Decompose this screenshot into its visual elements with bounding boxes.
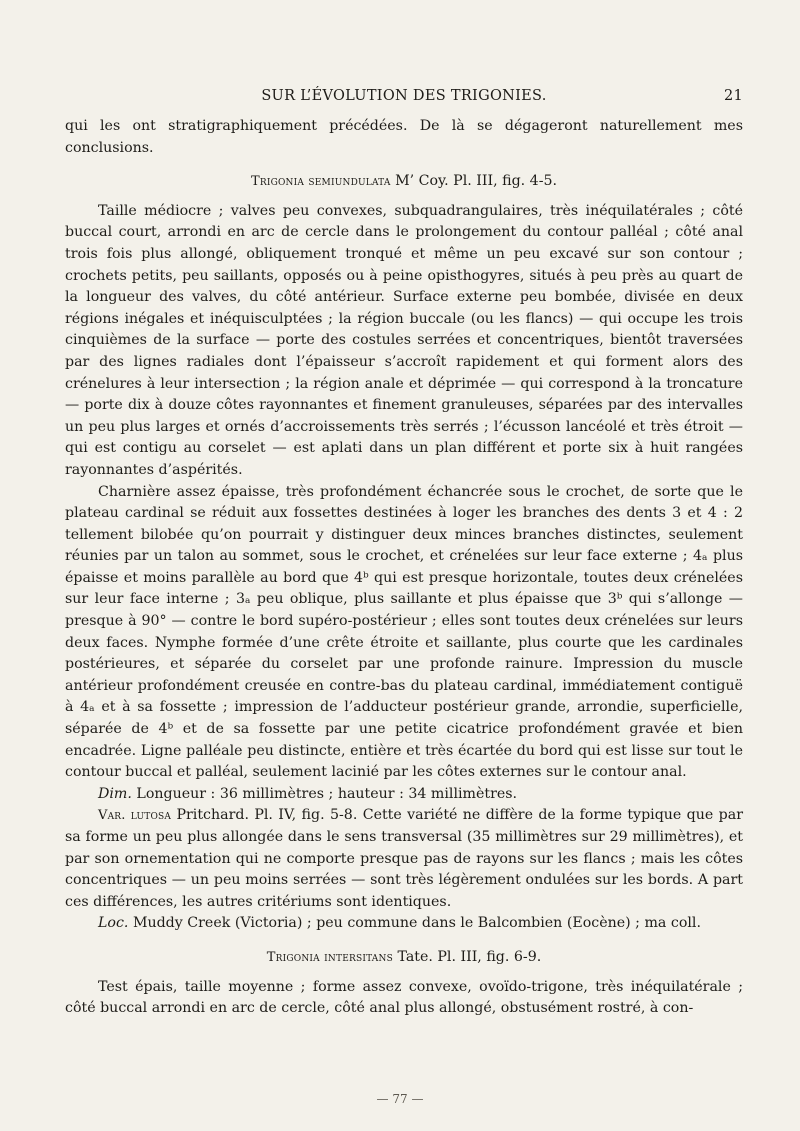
dim-text: Longueur : 36 millimètres ; hauteur : 34 millimètres. bbox=[136, 785, 518, 802]
body-text bbox=[65, 116, 743, 1020]
hinge-paragraph: Charnière assez épaisse, très profondément échancrée sous le crochet, de sorte que le plateau cardinal se réduit aux fossettes destinées à loger les branches des dents 3 et 4 : 2 tellement bilobée qu’on pourrait y distinguer deux minces branches distinctes, seulement réunies par un talon au sommet, sous le crochet, et crénelées sur leur face externe ; 4ₐ plus épaisse et moins parallèle au bord que 4ᵇ qui est presque horizontale, toutes deux crénelées sur leur face interne ; 3ₐ peu oblique, plus saillante et plus épaisse que 3ᵇ qui s’allonge — presque à 90° — contre le bord supéro-postérieur ; elles sont toutes deux crénelées sur leurs deux faces. Nymphe formée d’une crête étroite et saillante, plus courte que les cardinales postérieures, et séparée du corselet par une profonde rainure. Impression du muscle antérieur profondément creusée en contre-bas du plateau cardinal, immédiatement contiguë à 4ₐ et à sa fossette ; impression de l’adducteur postérieur grande, arrondie, superficielle, séparée de 4ᵇ et de sa fossette par une petite cicatrice profondément gravée et bien encadrée. Ligne palléale peu distincte, entière et très écartée du bord qui est lisse sur tout le contour buccal et palléal, seulement lacinié par les côtes externes sur le contour anal. bbox=[65, 483, 743, 781]
description-paragraph: Taille médiocre ; valves peu convexes, subquadrangulaires, très inéquilatérales ; côté buccal court, arrondi en arc de cercle dans le prolongement du contour palléal ; côté anal trois fois plus allongé, obliquement tronqué et même un peu excavé sur son contour ; crochets petits, peu saillants, opposés ou à peine opisthogyres, situés à peu près au quart de la longueur des valves, du côté antérieur. Surface externe peu bombée, divisée en deux régions inégales et inéquisculptées ; la région buccale (ou les flancs) — qui occupe les trois cinquièmes de la surface — porte des costules serrées et concentriques, bientôt traversées par des lignes radiales dont l’épaisseur s’accroît rapidement et qui forment alors des crénelures à leur intersection ; la région anale et déprimée — qui correspond à la troncature — porte dix à douze côtes rayonnantes et finement granuleuses, séparées par des intervalles un peu plus larges et ornés d’accroissements très serrés ; l’écusson lancéolé et très étroit — qui est contigu au corselet — est aplati dans un plan différent et porte six à huit rangées rayonnantes d’aspérités. bbox=[65, 202, 743, 478]
loc-label: Loc. bbox=[98, 915, 129, 932]
var-label: Var. lutosa bbox=[98, 808, 172, 824]
var-text: Pritchard. Pl. IV, fig. 5-8. Cette variété ne diffère de la forme typique que par sa forme un peu plus allongée dans le sens transversal (35 millimètres sur 29 millimètres), et par son ornementation qui ne comporte presque pas de rayons sur les flancs ; mais les côtes concentriques — un peu moins serrées — sont très légèrement ondulées sur les bords. A part ces différences, les autres critériums sont identiques. bbox=[65, 807, 743, 910]
dimensions-paragraph bbox=[65, 784, 743, 806]
species-author: Tate. Pl. III, fig. 6-9. bbox=[397, 948, 542, 965]
folio-mark: — 77 — bbox=[376, 1092, 424, 1106]
running-head bbox=[65, 88, 743, 110]
dim-label: Dim. bbox=[98, 785, 132, 802]
description-paragraph: Test épais, taille moyenne ; forme assez convexe, ovoïdo-trigone, très inéquilatérale ; côté buccal arrondi en arc de cercle, côté anal plus allongé, obstusément rostré, à con- bbox=[65, 978, 743, 1017]
variety-paragraph bbox=[65, 805, 743, 913]
species-heading-semiundulata bbox=[65, 171, 743, 193]
species-name: Trigonia intersitans bbox=[266, 949, 393, 965]
species-heading-intersitans bbox=[65, 947, 743, 969]
intro-paragraph: qui les ont stratigraphiquement précédées. De là se dégageront naturellement mes conclusions. bbox=[65, 118, 743, 156]
page-number: 21 bbox=[723, 88, 743, 104]
locality-paragraph bbox=[65, 913, 743, 935]
loc-text: Muddy Creek (Victoria) ; peu commune dans le Balcombien (Eocène) ; ma coll. bbox=[132, 915, 701, 932]
species-name: Trigonia semiundulata bbox=[250, 174, 391, 190]
running-head-title: SUR L’ÉVOLUTION DES TRIGONIES. bbox=[261, 88, 547, 104]
species-author: M’ Coy. Pl. III, fig. 4-5. bbox=[395, 173, 558, 190]
